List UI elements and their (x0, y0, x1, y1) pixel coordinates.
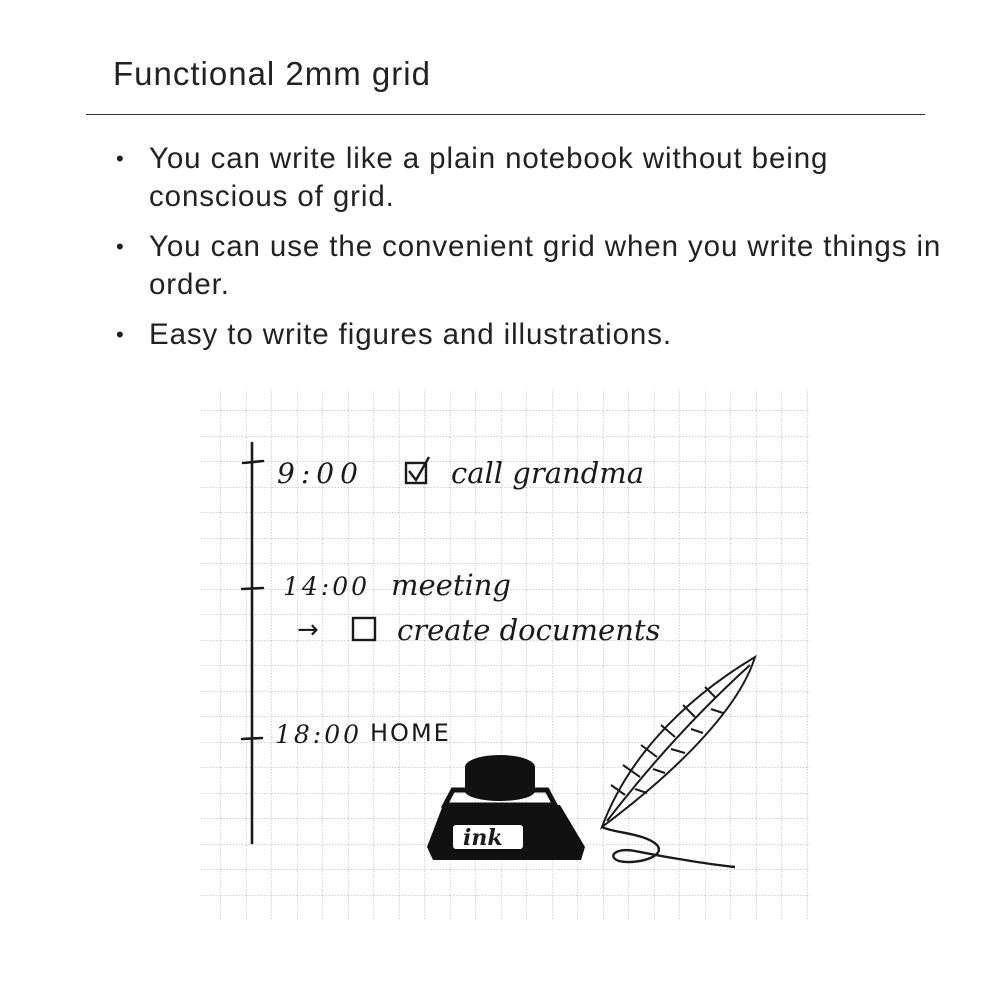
entry-task: call grandma (451, 456, 645, 490)
title-divider (86, 114, 925, 115)
entry-time: 18:00 (275, 720, 363, 749)
entry-time: 9:00 (277, 457, 364, 490)
feature-item (112, 316, 942, 354)
page-title: Functional 2mm grid (113, 55, 431, 92)
feature-list (112, 140, 942, 366)
entry-time: 14:00 (283, 572, 371, 601)
feature-item (112, 228, 942, 304)
entry-task: meeting (391, 568, 511, 602)
entry-task: HOME (370, 719, 451, 747)
bullet-icon: • (116, 234, 125, 259)
grid-illustration-svg (195, 385, 815, 925)
feature-item (112, 140, 942, 216)
feature-text: You can write like a plain notebook without being conscious of grid. (149, 142, 829, 213)
entry-task: create documents (397, 613, 661, 647)
arrow-icon: → (297, 615, 319, 645)
grid-notebook-illustration (195, 385, 815, 930)
feature-text: Easy to write figures and illustrations. (149, 318, 672, 351)
bullet-icon: • (116, 322, 125, 347)
bullet-icon: • (116, 146, 125, 171)
ink-label: ink (463, 825, 503, 851)
feature-text: You can use the convenient grid when you write things in order. (149, 230, 942, 301)
